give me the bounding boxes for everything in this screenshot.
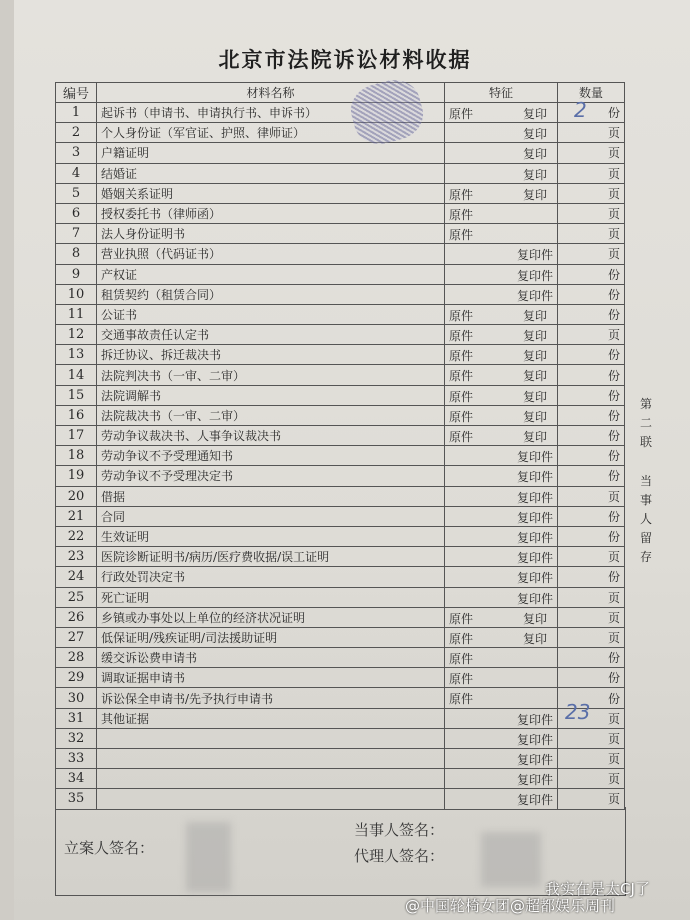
feature-cell bbox=[445, 325, 558, 345]
original-label: 原件 bbox=[449, 107, 474, 121]
table-row bbox=[56, 688, 625, 708]
row-num: 20 bbox=[56, 486, 97, 506]
side-char: 当 bbox=[639, 474, 652, 488]
feature-cell bbox=[445, 224, 558, 244]
row-num: 7 bbox=[56, 224, 97, 244]
table-row bbox=[56, 183, 625, 203]
material-name: 租赁契约（租赁合同） bbox=[97, 284, 445, 304]
party-signature-label: 当事人签名： bbox=[354, 821, 445, 839]
original-label: 原件 bbox=[449, 692, 474, 707]
row-num: 19 bbox=[56, 466, 97, 486]
table-header bbox=[56, 83, 625, 103]
materials-table bbox=[55, 82, 625, 810]
quantity-unit: 页 bbox=[558, 769, 625, 789]
feature-cell bbox=[445, 627, 558, 647]
feature-cell bbox=[445, 466, 558, 486]
copy-label: 复印 bbox=[522, 167, 547, 182]
copy-item-label: 复印件 bbox=[516, 450, 553, 465]
feature-cell bbox=[445, 708, 558, 728]
copy-item-label: 复印件 bbox=[516, 530, 553, 545]
row-num: 13 bbox=[56, 345, 97, 365]
header-qty: 数量 bbox=[558, 83, 625, 103]
quantity-unit: 页 bbox=[558, 224, 625, 244]
row-num: 22 bbox=[56, 526, 97, 546]
table-row bbox=[56, 143, 625, 163]
header-num: 编号 bbox=[56, 83, 97, 103]
table-row bbox=[56, 365, 625, 385]
table-row bbox=[56, 466, 625, 486]
table-row bbox=[56, 284, 625, 304]
redacted-signature bbox=[186, 822, 231, 892]
material-name: 授权委托书（律师函） bbox=[97, 203, 445, 223]
table-row bbox=[56, 506, 625, 526]
quantity-unit: 份 bbox=[558, 446, 625, 466]
row-num: 17 bbox=[56, 426, 97, 446]
copy-label: 复印 bbox=[522, 631, 547, 646]
watermark-user: 我实在是太CJ了 bbox=[545, 880, 650, 898]
feature-cell bbox=[445, 123, 558, 143]
material-name: 生效证明 bbox=[97, 526, 445, 546]
row-num: 26 bbox=[56, 607, 97, 627]
row-num: 16 bbox=[56, 405, 97, 425]
copy-label: 复印 bbox=[522, 369, 547, 384]
feature-cell bbox=[445, 183, 558, 203]
feature-cell bbox=[445, 728, 558, 748]
quantity-unit: 份 bbox=[558, 466, 625, 486]
agent-signature-label: 代理人签名： bbox=[354, 847, 445, 865]
filer-signature-label: 立案人签名： bbox=[64, 839, 155, 857]
row-num: 8 bbox=[56, 244, 97, 264]
copy-label: 复印 bbox=[522, 127, 547, 142]
feature-cell bbox=[445, 264, 558, 284]
quantity-unit: 份 bbox=[558, 648, 625, 668]
handwritten-qty-row1: 2 bbox=[574, 98, 587, 122]
table-row bbox=[56, 567, 625, 587]
quantity-unit: 页 bbox=[558, 203, 625, 223]
feature-cell bbox=[445, 668, 558, 688]
row-num: 1 bbox=[56, 103, 97, 123]
original-label: 原件 bbox=[449, 369, 474, 384]
material-name: 拆迁协议、拆迁裁决书 bbox=[97, 345, 445, 365]
feature-cell bbox=[445, 103, 558, 123]
copy-item-label: 复印件 bbox=[516, 551, 553, 566]
table-row bbox=[56, 385, 625, 405]
header-name: 材料名称 bbox=[97, 83, 445, 103]
table-row bbox=[56, 163, 625, 183]
side-char: 人 bbox=[639, 512, 652, 526]
material-name: 法院调解书 bbox=[97, 385, 445, 405]
quantity-unit: 页 bbox=[558, 123, 625, 143]
quantity-unit: 页 bbox=[558, 587, 625, 607]
row-num: 9 bbox=[56, 264, 97, 284]
copy-label: 复印 bbox=[522, 430, 547, 444]
original-label: 原件 bbox=[449, 228, 474, 243]
copy-label: 复印 bbox=[522, 349, 547, 364]
material-name: 合同 bbox=[97, 506, 445, 526]
row-num: 27 bbox=[56, 627, 97, 647]
table-row bbox=[56, 123, 625, 143]
quantity-unit: 页 bbox=[558, 627, 625, 647]
feature-cell bbox=[445, 143, 558, 163]
table-row bbox=[56, 648, 625, 668]
feature-cell bbox=[445, 385, 558, 405]
feature-cell bbox=[445, 749, 558, 769]
feature-cell bbox=[445, 769, 558, 789]
feature-cell bbox=[445, 486, 558, 506]
feature-cell bbox=[445, 405, 558, 425]
row-num: 28 bbox=[56, 648, 97, 668]
side-char: 留 bbox=[639, 531, 652, 545]
side-char: 联 bbox=[639, 435, 652, 449]
table-row bbox=[56, 304, 625, 324]
table-row bbox=[56, 587, 625, 607]
material-name: 法人身份证明书 bbox=[97, 224, 445, 244]
copy-label: 复印 bbox=[522, 308, 547, 323]
material-name: 交通事故责任认定书 bbox=[97, 325, 445, 345]
row-num: 30 bbox=[56, 688, 97, 708]
quantity-unit: 页 bbox=[558, 749, 625, 769]
original-label: 原件 bbox=[449, 631, 474, 646]
copy-item-label: 复印件 bbox=[516, 793, 553, 808]
material-name: 结婚证 bbox=[97, 163, 445, 183]
table-row bbox=[56, 405, 625, 425]
material-name: 行政处罚决定书 bbox=[97, 567, 445, 587]
quantity-unit: 页 bbox=[558, 163, 625, 183]
row-num: 29 bbox=[56, 668, 97, 688]
original-label: 原件 bbox=[449, 329, 474, 344]
copy-label: 复印 bbox=[522, 329, 547, 344]
row-num: 33 bbox=[56, 749, 97, 769]
copy-item-label: 复印件 bbox=[516, 288, 553, 303]
table-row bbox=[56, 264, 625, 284]
quantity-unit: 份 bbox=[558, 103, 625, 123]
feature-cell bbox=[445, 607, 558, 627]
row-num: 5 bbox=[56, 183, 97, 203]
material-name: 其他证据 bbox=[97, 708, 445, 728]
material-name: 产权证 bbox=[97, 264, 445, 284]
quantity-unit: 份 bbox=[558, 284, 625, 304]
feature-cell bbox=[445, 365, 558, 385]
original-label: 原件 bbox=[449, 349, 474, 364]
row-num: 25 bbox=[56, 587, 97, 607]
material-name: 法院判决书（一审、二审） bbox=[97, 365, 445, 385]
material-name bbox=[97, 749, 445, 769]
material-name: 婚姻关系证明 bbox=[97, 183, 445, 203]
copy-item-label: 复印件 bbox=[516, 470, 553, 485]
row-num: 21 bbox=[56, 506, 97, 526]
table-row bbox=[56, 728, 625, 748]
copy-item-label: 复印件 bbox=[516, 510, 553, 525]
handwritten-qty-row31: 23 bbox=[565, 700, 591, 724]
row-num: 2 bbox=[56, 123, 97, 143]
table-row bbox=[56, 627, 625, 647]
row-num: 14 bbox=[56, 365, 97, 385]
original-label: 原件 bbox=[449, 672, 474, 687]
quantity-unit: 页 bbox=[558, 244, 625, 264]
original-label: 原件 bbox=[449, 308, 474, 323]
material-name: 借据 bbox=[97, 486, 445, 506]
copy-designation bbox=[638, 395, 654, 567]
material-name: 调取证据申请书 bbox=[97, 668, 445, 688]
material-name: 户籍证明 bbox=[97, 143, 445, 163]
original-label: 原件 bbox=[449, 611, 474, 626]
table-row bbox=[56, 708, 625, 728]
feature-cell bbox=[445, 587, 558, 607]
material-name: 个人身份证（军官证、护照、律师证） bbox=[97, 123, 445, 143]
quantity-unit: 页 bbox=[558, 789, 625, 809]
feature-cell bbox=[445, 506, 558, 526]
quantity-unit: 页 bbox=[558, 547, 625, 567]
original-label: 原件 bbox=[449, 409, 474, 424]
table-row bbox=[56, 345, 625, 365]
material-name: 死亡证明 bbox=[97, 587, 445, 607]
table-row bbox=[56, 426, 625, 446]
copy-item-label: 复印件 bbox=[516, 773, 553, 788]
row-num: 4 bbox=[56, 163, 97, 183]
material-name: 低保证明/残疾证明/司法援助证明 bbox=[97, 627, 445, 647]
feature-cell bbox=[445, 304, 558, 324]
material-name: 医院诊断证明书/病历/医疗费收据/误工证明 bbox=[97, 547, 445, 567]
quantity-unit: 页 bbox=[558, 183, 625, 203]
feature-cell bbox=[445, 446, 558, 466]
original-label: 原件 bbox=[449, 389, 474, 404]
row-num: 3 bbox=[56, 143, 97, 163]
original-label: 原件 bbox=[449, 430, 474, 444]
quantity-unit: 页 bbox=[558, 325, 625, 345]
feature-cell bbox=[445, 688, 558, 708]
table-row bbox=[56, 547, 625, 567]
material-name: 劳动争议裁决书、人事争议裁决书 bbox=[97, 426, 445, 446]
quantity-unit: 份 bbox=[558, 688, 625, 708]
copy-item-label: 复印件 bbox=[516, 732, 553, 747]
quantity-unit: 页 bbox=[558, 486, 625, 506]
row-num: 12 bbox=[56, 325, 97, 345]
table-row bbox=[56, 668, 625, 688]
material-name: 诉讼保全申请书/先予执行申请书 bbox=[97, 688, 445, 708]
row-num: 15 bbox=[56, 385, 97, 405]
row-num: 31 bbox=[56, 708, 97, 728]
copy-label: 复印 bbox=[522, 389, 547, 404]
quantity-unit: 份 bbox=[558, 345, 625, 365]
feature-cell bbox=[445, 567, 558, 587]
copy-item-label: 复印件 bbox=[516, 753, 553, 767]
side-char: 第 bbox=[639, 397, 652, 411]
material-name bbox=[97, 769, 445, 789]
quantity-unit: 份 bbox=[558, 365, 625, 385]
side-char: 事 bbox=[639, 493, 652, 507]
feature-cell bbox=[445, 526, 558, 546]
copy-label: 复印 bbox=[522, 409, 547, 424]
signature-box bbox=[55, 807, 626, 896]
copy-label: 复印 bbox=[522, 187, 547, 202]
row-num: 34 bbox=[56, 769, 97, 789]
feature-cell bbox=[445, 284, 558, 304]
row-num: 23 bbox=[56, 547, 97, 567]
feature-cell bbox=[445, 244, 558, 264]
page-title: 北京市法院诉讼材料收据 bbox=[218, 48, 472, 72]
material-name: 起诉书（申请书、申请执行书、申诉书） bbox=[97, 103, 445, 123]
watermark-source: @中国轮椅女团@超都娱乐周刊 bbox=[405, 897, 616, 915]
feature-cell bbox=[445, 203, 558, 223]
copy-label: 复印 bbox=[522, 147, 547, 162]
copy-label: 复印 bbox=[522, 107, 547, 121]
table-row bbox=[56, 749, 625, 769]
table-row bbox=[56, 769, 625, 789]
material-name bbox=[97, 728, 445, 748]
table-row bbox=[56, 526, 625, 546]
quantity-unit: 页 bbox=[558, 143, 625, 163]
copy-item-label: 复印件 bbox=[516, 591, 553, 606]
original-label: 原件 bbox=[449, 187, 474, 202]
quantity-unit: 份 bbox=[558, 526, 625, 546]
copy-label: 复印 bbox=[522, 611, 547, 626]
table-row bbox=[56, 486, 625, 506]
table-row bbox=[56, 446, 625, 466]
copy-item-label: 复印件 bbox=[516, 490, 553, 505]
quantity-unit: 份 bbox=[558, 385, 625, 405]
material-name: 公证书 bbox=[97, 304, 445, 324]
quantity-unit: 份 bbox=[558, 426, 625, 446]
table-row bbox=[56, 203, 625, 223]
row-num: 35 bbox=[56, 789, 97, 809]
table-row bbox=[56, 103, 625, 123]
material-name: 劳动争议不予受理通知书 bbox=[97, 446, 445, 466]
header-feature: 特征 bbox=[445, 83, 558, 103]
table-row bbox=[56, 325, 625, 345]
original-label: 原件 bbox=[449, 207, 474, 222]
material-name: 乡镇或办事处以上单位的经济状况证明 bbox=[97, 607, 445, 627]
table-row bbox=[56, 244, 625, 264]
material-name: 法院裁决书（一审、二审） bbox=[97, 405, 445, 425]
feature-cell bbox=[445, 426, 558, 446]
copy-item-label: 复印件 bbox=[516, 712, 553, 727]
original-label: 原件 bbox=[449, 652, 474, 667]
copy-item-label: 复印件 bbox=[516, 268, 553, 283]
row-num: 32 bbox=[56, 728, 97, 748]
row-num: 18 bbox=[56, 446, 97, 466]
side-char: 存 bbox=[639, 550, 652, 564]
quantity-unit: 份 bbox=[558, 405, 625, 425]
copy-item-label: 复印件 bbox=[516, 248, 553, 263]
row-num: 11 bbox=[56, 304, 97, 324]
table-row bbox=[56, 607, 625, 627]
material-name: 营业执照（代码证书） bbox=[97, 244, 445, 264]
copy-item-label: 复印件 bbox=[516, 571, 553, 586]
row-num: 24 bbox=[56, 567, 97, 587]
feature-cell bbox=[445, 547, 558, 567]
quantity-unit: 页 bbox=[558, 708, 625, 728]
quantity-unit: 份 bbox=[558, 567, 625, 587]
quantity-unit: 页 bbox=[558, 607, 625, 627]
quantity-unit: 份 bbox=[558, 668, 625, 688]
feature-cell bbox=[445, 345, 558, 365]
feature-cell bbox=[445, 163, 558, 183]
redacted-signature bbox=[481, 832, 541, 887]
row-num: 6 bbox=[56, 203, 97, 223]
quantity-unit: 份 bbox=[558, 506, 625, 526]
quantity-unit: 份 bbox=[558, 264, 625, 284]
row-num: 10 bbox=[56, 284, 97, 304]
material-name: 缓交诉讼费申请书 bbox=[97, 648, 445, 668]
material-name: 劳动争议不予受理决定书 bbox=[97, 466, 445, 486]
feature-cell bbox=[445, 648, 558, 668]
quantity-unit: 页 bbox=[558, 728, 625, 748]
side-char: 二 bbox=[639, 416, 652, 430]
quantity-unit: 份 bbox=[558, 304, 625, 324]
table-row bbox=[56, 224, 625, 244]
